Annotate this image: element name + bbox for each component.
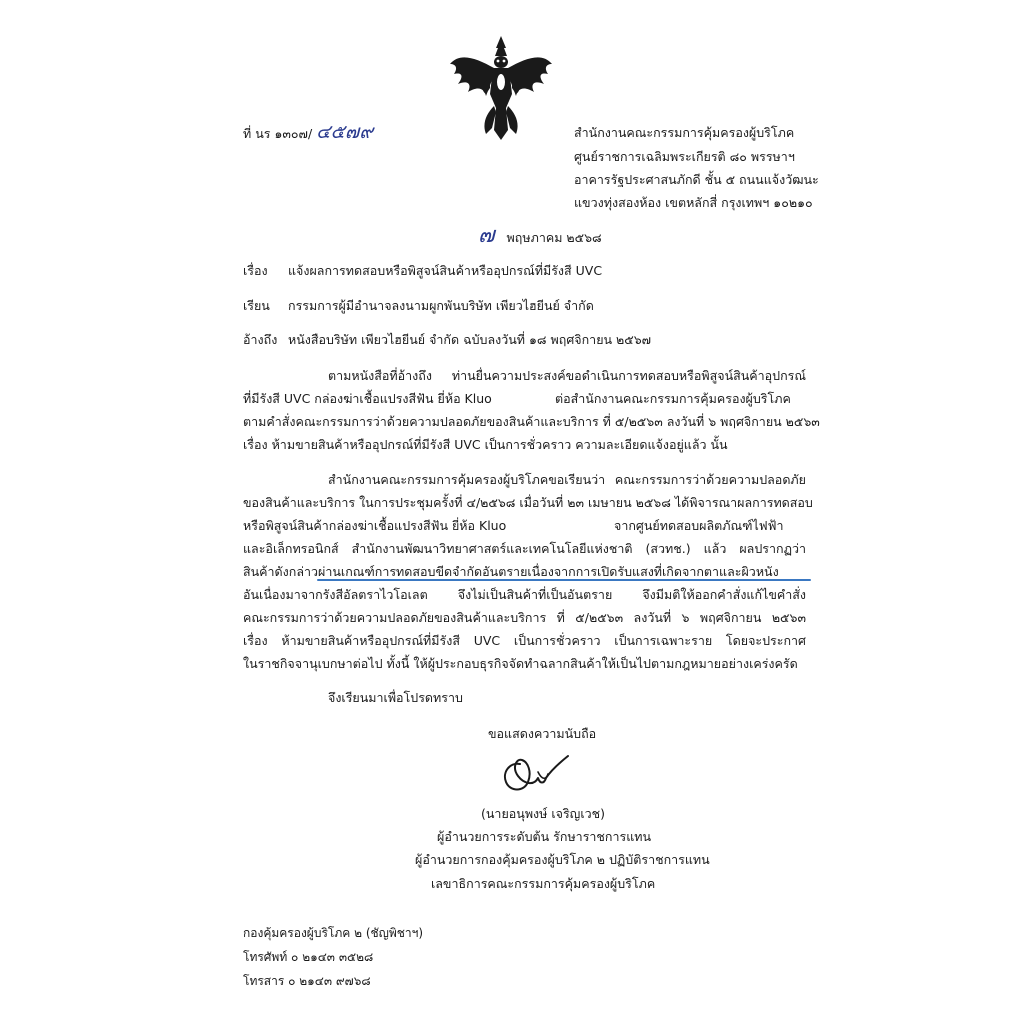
signatory-title: เลขาธิการคณะกรรมการคุ้มครองผู้บริโภค [431, 876, 656, 891]
paragraph-line: ต่อสำนักงานคณะกรรมการคุ้มครองผู้บริโภค [555, 391, 791, 406]
paragraph-line: จากศูนย์ทดสอบผลิตภัณฑ์ไฟฟ้า [614, 518, 784, 533]
signatory-title: ผู้อำนวยการกองคุ้มครองผู้บริโภค ๒ ปฏิบัติราชการแทน [415, 852, 710, 867]
reference-number-printed: ที่ นร ๑๓๐๗/ [243, 126, 313, 141]
paragraph-line: เรื่อง ห้ามขายสินค้าหรืออุปกรณ์ที่มีรังสี UVC เป็นการชั่วคราว ความละเอียดแจ้งอยู่แล้ว นั้น [243, 437, 728, 452]
handwritten-signature [498, 750, 578, 796]
date-day-handwritten: ๗ [478, 223, 495, 248]
recipient-text: กรรมการผู้มีอำนาจลงนามผูกพันบริษัท เพียวไฮยีนย์ จำกัด [288, 298, 594, 313]
paragraph-line: หรือพิสูจน์สินค้ากล่องฆ่าเชื้อแปรงสีฟัน ยี่ห้อ Kluo [243, 518, 507, 533]
subject-text: แจ้งผลการทดสอบหรือพิสูจน์สินค้าหรืออุปกรณ์ที่มีรังสี UVC [288, 263, 603, 278]
footer-phone: โทรศัพท์ ๐ ๒๑๔๓ ๓๕๒๘ [243, 950, 374, 964]
paragraph-line: ที่มีรังสี UVC กล่องฆ่าเชื้อแปรงสีฟัน ยี่ห้อ Kluo [243, 391, 492, 406]
date-month-year: พฤษภาคม ๒๕๖๘ [506, 230, 602, 245]
letter-date [478, 223, 602, 248]
paragraph-line-highlighted: สินค้าดังกล่าวผ่านเกณฑ์การทดสอบขีดจำกัดอันตรายเนื่องจากการเปิดรับแสงที่เกิดจากตาและผิวหนัง [243, 564, 779, 579]
paragraph-line: สำนักงานคณะกรรมการคุ้มครองผู้บริโภคขอเรียนว่า คณะกรรมการว่าด้วยความปลอดภัย [328, 472, 806, 487]
reference-text: หนังสือบริษัท เพียวไฮยีนย์ จำกัด ฉบับลงวันที่ ๑๘ พฤศจิกายน ๒๕๖๗ [288, 332, 652, 347]
agency-line: สำนักงานคณะกรรมการคุ้มครองผู้บริโภค [574, 125, 795, 140]
paragraph-line: และอิเล็กทรอนิกส์ สำนักงานพัฒนาวิทยาศาสตร์และเทคโนโลยีแห่งชาติ (สวทช.) แล้ว ผลปรากฏว่า [243, 541, 806, 556]
agency-line: ศูนย์ราชการเฉลิมพระเกียรติ ๘๐ พรรษาฯ [574, 149, 795, 164]
garuda-emblem [446, 34, 556, 142]
signatory-title: ผู้อำนวยการระดับต้น รักษาราชการแทน [437, 829, 652, 844]
agency-line: อาคารรัฐประศาสนภักดี ชั้น ๕ ถนนแจ้งวัฒนะ [574, 172, 819, 187]
reference-label: อ้างถึง [243, 332, 278, 347]
paragraph-line: ตามหนังสือที่อ้างถึง ท่านยื่นความประสงค์ขอดำเนินการทดสอบหรือพิสูจน์สินค้าอุปกรณ์ [328, 368, 806, 383]
reference-number-handwritten: ๔๕๗๙ [316, 121, 374, 143]
paragraph-line: อันเนื่องมาจากรังสีอัลตราไวโอเลต จึงไม่เป็นสินค้าที่เป็นอันตราย จึงมีมติให้ออกคำสั่งแก้ไขคำสั่ง [243, 587, 806, 602]
salutation: ขอแสดงความนับถือ [488, 726, 597, 741]
subject-label: เรื่อง [243, 263, 268, 278]
reference-number [243, 121, 374, 143]
signatory-name: (นายอนุพงษ์ เจริญเวช) [481, 806, 605, 821]
paragraph-line: ของสินค้าและบริการ ในการประชุมครั้งที่ ๔/๒๕๖๘ เมื่อวันที่ ๒๓ เมษายน ๒๕๖๘ ได้พิจารณาผลการทดสอบ [243, 495, 813, 510]
paragraph-line: เรื่อง ห้ามขายสินค้าหรืออุปกรณ์ที่มีรังสี UVC เป็นการชั่วคราว เป็นการเฉพาะราย โดยจะประกาศ [243, 633, 806, 648]
paragraph-line: คณะกรรมการว่าด้วยความปลอดภัยของสินค้าและบริการ ที่ ๕/๒๕๖๓ ลงวันที่ ๖ พฤศจิกายน ๒๕๖๓ [243, 610, 806, 625]
footer-division: กองคุ้มครองผู้บริโภค ๒ (ชัญพิชาฯ) [243, 926, 424, 940]
closing-line: จึงเรียนมาเพื่อโปรดทราบ [328, 690, 463, 705]
paragraph-line: ในราชกิจจานุเบกษาต่อไป ทั้งนี้ ให้ผู้ประกอบธุรกิจจัดทำฉลากสินค้าให้เป็นไปตามกฎหมายอย่างเคร่งครัด [243, 656, 798, 671]
paragraph-line: ตามคำสั่งคณะกรรมการว่าด้วยความปลอดภัยของสินค้าและบริการ ที่ ๕/๒๕๖๓ ลงวันที่ ๖ พฤศจิกายน ๒๕๖๓ [243, 414, 820, 429]
footer-fax: โทรสาร ๐ ๒๑๔๓ ๙๗๖๘ [243, 974, 371, 988]
agency-line: แขวงทุ่งสองห้อง เขตหลักสี่ กรุงเทพฯ ๑๐๒๑๐ [574, 195, 813, 210]
highlight-underline [317, 579, 811, 581]
recipient-label: เรียน [243, 298, 270, 313]
